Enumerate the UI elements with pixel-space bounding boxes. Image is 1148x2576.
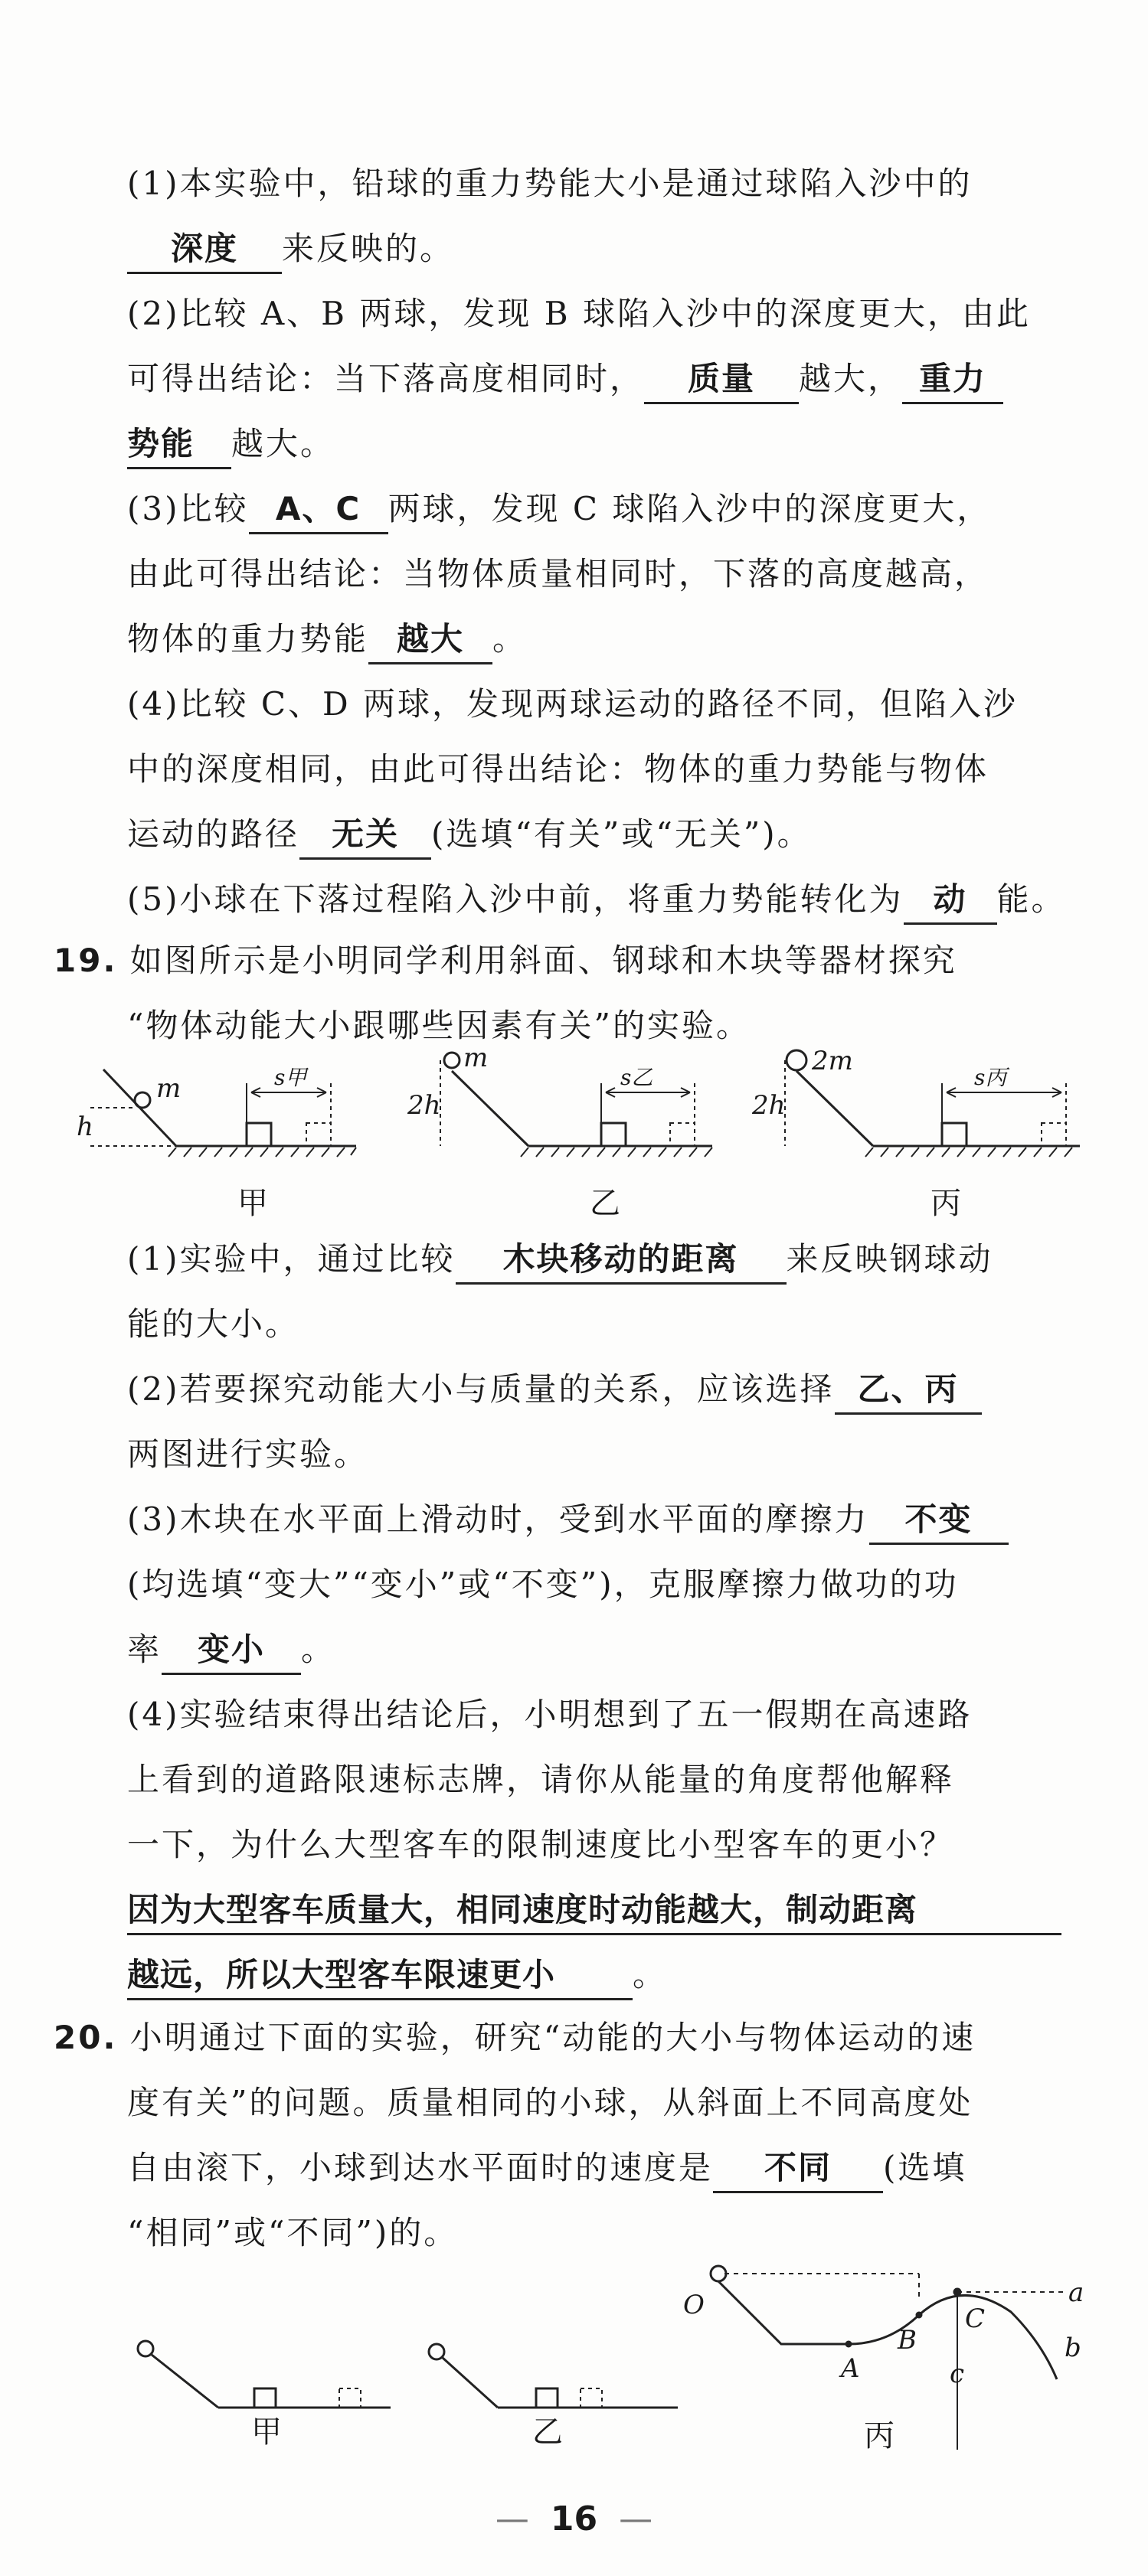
answer-blank: 越远，所以大型客车限速更小 (127, 1952, 633, 2000)
q19-part4-answer-line1 (127, 1887, 1064, 1935)
figure-caption: 甲 (237, 1186, 268, 1221)
figure-caption: 乙 (590, 1186, 620, 1221)
wood-block-icon (247, 1123, 271, 1146)
q20-stem-line4: “相同”或“不同”)的。 (127, 2214, 459, 2251)
q19-part4-line2: 上看到的道路限速标志牌，请你从能量的角度帮他解释 (127, 1761, 955, 1798)
steel-ball-icon (135, 1092, 150, 1108)
answer-blank: 不变 (869, 1497, 1009, 1545)
q18-part3-line3: 物体的重力势能 越大 。 (127, 616, 1064, 664)
q19-part3-line2: (均选填“变大”“变小”或“不变”)，克服摩擦力做功的功 (127, 1566, 959, 1603)
q19-part4-line3: 一下，为什么大型客车的限制速度比小型客车的更小？ (127, 1826, 955, 1863)
point-a-icon (846, 2342, 851, 2346)
q19-part3-line3: 率 变小 。 (127, 1627, 1064, 1675)
path-a-label: a (1068, 2277, 1084, 2308)
answer-blank: 无关 (299, 811, 431, 860)
answer-blank: 动 (904, 877, 997, 925)
distance-label: s丙 (974, 1065, 1007, 1090)
q19-part3-line1: (3)木块在水平面上滑动时，受到水平面的摩擦力 不变 (127, 1497, 1064, 1545)
q18-part2-line1: (2)比较 A、B 两球，发现 B 球陷入沙中的深度更大，由此 (127, 295, 1031, 332)
answer-blank: 质量 (644, 356, 799, 404)
q19-part2-line2: 两图进行实验。 (127, 1435, 369, 1473)
q19-part1-line2: 能的大小。 (127, 1305, 300, 1343)
page-number: — 16 — (495, 2499, 653, 2538)
height-label: 2h (752, 1090, 786, 1121)
answer-blank: 不同 (713, 2145, 883, 2193)
point-o-label: O (683, 2290, 705, 2320)
q18-part1-line1: (1)本实验中，铅球的重力势能大小是通过球陷入沙中的 (127, 165, 973, 202)
question-number: 20. (54, 2019, 118, 2056)
q20-stem-line3: 自由滚下，小球到达水平面时的速度是 不同 (选填 (127, 2145, 1064, 2193)
distance-label: s甲 (274, 1065, 307, 1090)
figure-caption: 乙 (532, 2414, 563, 2450)
figure-caption: 甲 (251, 2414, 282, 2450)
path-b-label: b (1065, 2333, 1081, 2363)
wood-block-icon (254, 2388, 276, 2408)
q19-part4-answer-line2: 越远，所以大型客车限速更小 。 (127, 1952, 1064, 2000)
distance-label: s乙 (620, 1065, 653, 1090)
q18-part4-line2: 中的深度相同，由此可得出结论：物体的重力势能与物体 (127, 750, 989, 788)
q18-part4-line1: (4)比较 C、D 两球，发现两球运动的路径不同，但陷入沙 (127, 685, 1019, 723)
q18-part2-line3: 势能 越大。 (127, 421, 1064, 469)
steel-ball-icon (444, 1053, 460, 1068)
point-b-label: B (898, 2325, 917, 2356)
q19-part2-line1: (2)若要探究动能大小与质量的关系，应该选择 乙、丙 (127, 1366, 1064, 1415)
point-a-label: A (841, 2353, 860, 2384)
point-c-label: C (965, 2303, 986, 2334)
q20-experiment-figures (115, 2258, 1087, 2454)
mass-label: 2m (812, 1046, 853, 1076)
q18-part2-line2: 可得出结论：当下落高度相同时， 质量 越大， 重力 (127, 356, 1064, 404)
answer-blank: 深度 (127, 226, 282, 274)
answer-blank: 越大 (368, 616, 492, 664)
q19-stem-line1: 19. 如图所示是小明同学利用斜面、钢球和木块等器材探究 (54, 942, 957, 979)
figure-yi (429, 2344, 678, 2408)
q18-part4-line3: 运动的路径 无关 (选填“有关”或“无关”)。 (127, 811, 1064, 860)
answer-blank: 势能 (127, 421, 231, 469)
q19-experiment-figures (77, 1043, 1087, 1232)
question-number: 19. (54, 942, 118, 979)
q19-stem-line2: “物体动能大小跟哪些因素有关”的实验。 (127, 1007, 751, 1044)
q19-part1-line1: (1)实验中，通过比较 木块移动的距离 来反映钢球动 (127, 1236, 1064, 1285)
q18-part5-line1: (5)小球在下落过程陷入沙中前，将重力势能转化为 动 能。 (127, 877, 1064, 925)
answer-blank: 因为大型客车质量大，相同速度时动能越大，制动距离 (127, 1887, 1061, 1935)
point-b-icon (917, 2313, 921, 2317)
q20-stem-line1: 20. 小明通过下面的实验，研究“动能的大小与物体运动的速 (54, 2019, 976, 2056)
ball-icon (138, 2341, 153, 2356)
answer-blank: 重力 (902, 356, 1003, 404)
path-c-label: c (950, 2359, 965, 2389)
answer-blank: 乙、丙 (835, 1366, 982, 1415)
ball-icon (429, 2344, 444, 2359)
height-label: 2h (407, 1090, 441, 1121)
wood-block-icon (601, 1123, 626, 1146)
mass-label: m (156, 1073, 182, 1104)
height-label: h (77, 1112, 93, 1142)
figure-caption: 丙 (864, 2418, 895, 2454)
answer-blank: 木块移动的距离 (456, 1236, 787, 1285)
wood-block-icon (536, 2388, 558, 2408)
figure-jia (90, 1069, 356, 1157)
mass-label: m (463, 1043, 489, 1073)
ball-icon (711, 2266, 726, 2281)
answer-blank: 变小 (162, 1627, 301, 1675)
figure-caption: 丙 (931, 1186, 961, 1221)
q18-part3-line1: (3)比较 A、C 两球，发现 C 球陷入沙中的深度更大， (127, 486, 1064, 534)
point-c-icon (954, 2289, 960, 2295)
answer-blank: A、C (249, 486, 388, 534)
q18-part3-line2: 由此可得出结论：当物体质量相同时，下落的高度越高， (127, 555, 989, 593)
q20-stem-line2: 度有关”的问题。质量相同的小球，从斜面上不同高度处 (127, 2084, 973, 2121)
q19-part4-line1: (4)实验结束得出结论后，小明想到了五一假期在高速路 (127, 1696, 973, 1733)
figure-jia (138, 2341, 391, 2408)
wood-block-icon (942, 1123, 966, 1146)
steel-ball-icon (787, 1050, 806, 1070)
q18-part1-line2: 深度 来反映的。 (127, 226, 1064, 274)
